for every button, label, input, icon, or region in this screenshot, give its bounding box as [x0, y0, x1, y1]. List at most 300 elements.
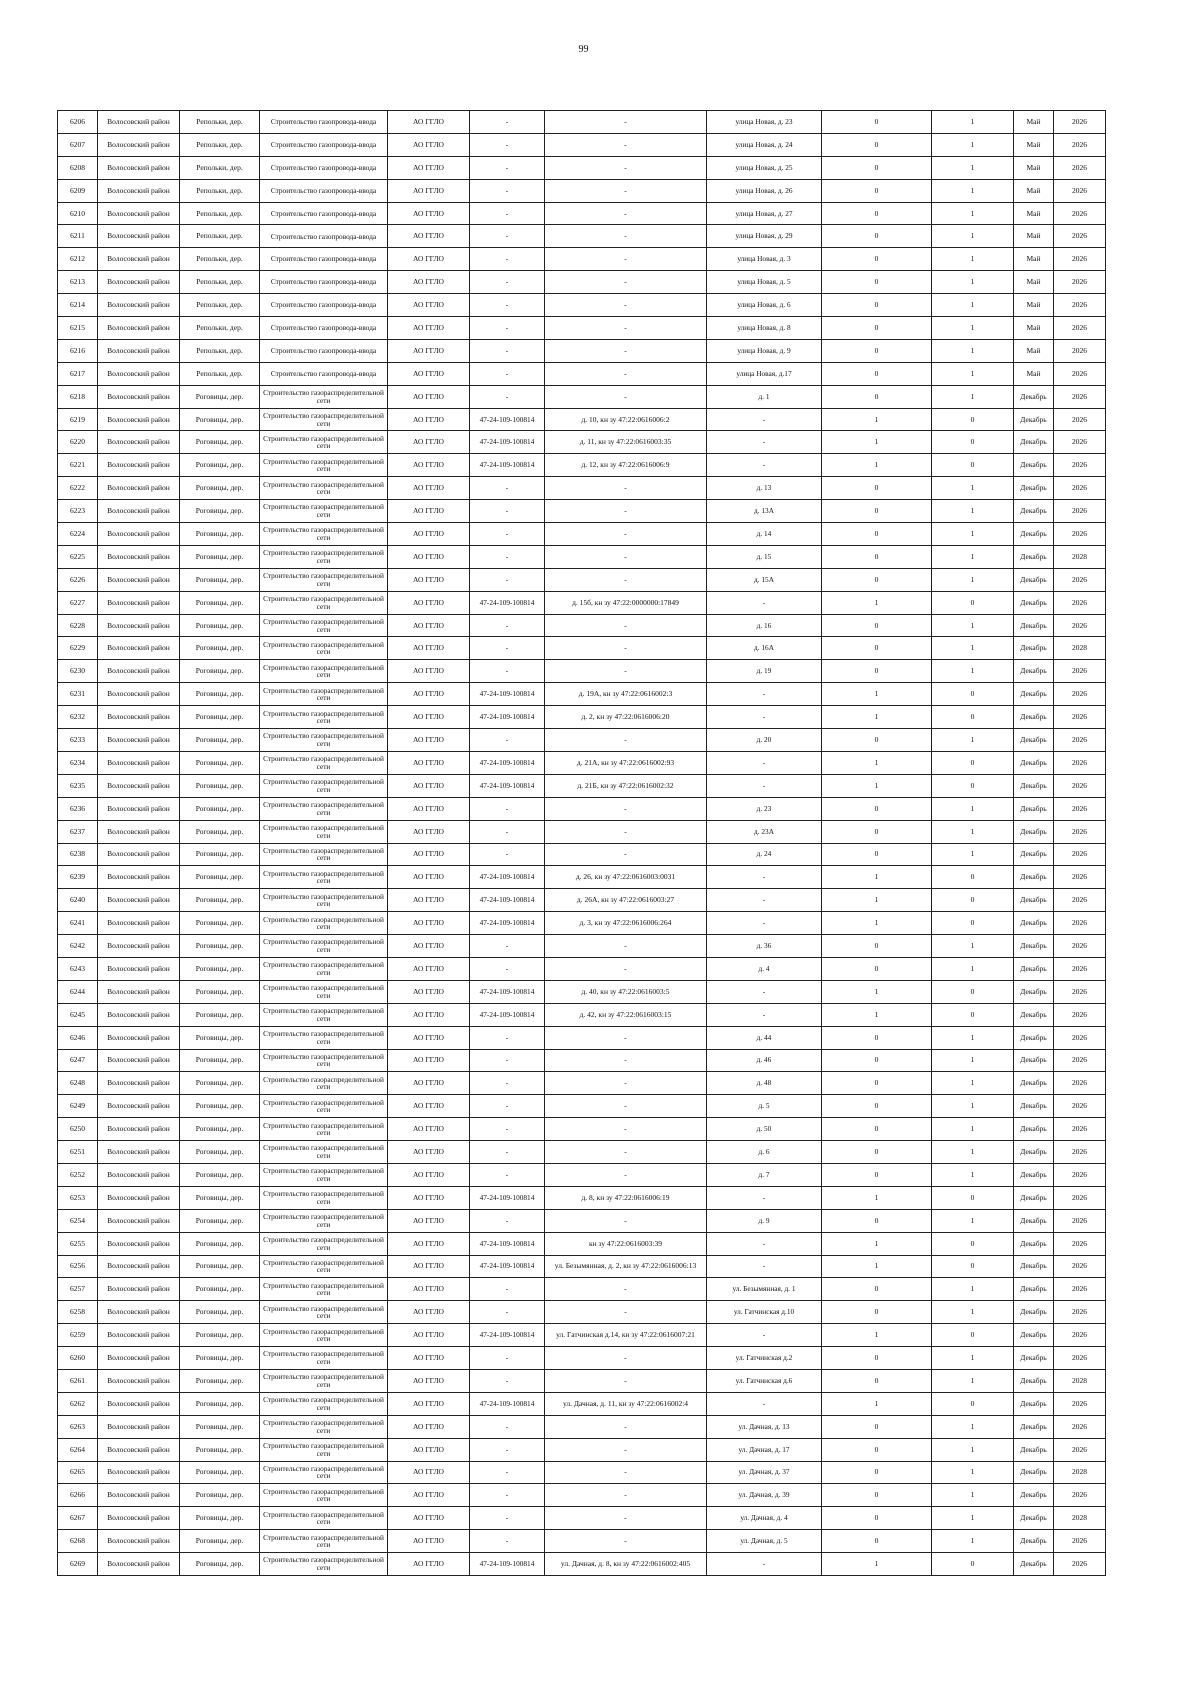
month-cell: Май — [1014, 271, 1054, 294]
operator-cell: АО ГГЛО — [388, 866, 470, 889]
year-cell: 2026 — [1054, 1118, 1106, 1141]
count-b-cell: 1 — [932, 797, 1014, 820]
operator-cell: АО ГГЛО — [388, 1118, 470, 1141]
month-cell: Декабрь — [1014, 1301, 1054, 1324]
row-number: 6229 — [58, 637, 98, 660]
year-cell: 2026 — [1054, 1415, 1106, 1438]
ak-number-cell: - — [470, 660, 545, 683]
address-cell: д. 4 — [707, 957, 822, 980]
count-a-cell: 0 — [822, 156, 932, 179]
month-cell: Декабрь — [1014, 477, 1054, 500]
work-type-cell: Строительство газораспределительной сети — [260, 935, 388, 958]
row-number: 6243 — [58, 957, 98, 980]
count-b-cell: 1 — [932, 385, 1014, 408]
district-cell: Волосовский район — [98, 820, 180, 843]
cadastral-address-cell: - — [545, 1438, 707, 1461]
work-type-cell: Строительство газораспределительной сети — [260, 1347, 388, 1370]
settlement-cell: Роговицы, дер. — [180, 1324, 260, 1347]
ak-number-cell: - — [470, 1461, 545, 1484]
settlement-cell: Роговицы, дер. — [180, 523, 260, 546]
operator-cell: АО ГГЛО — [388, 133, 470, 156]
month-cell: Декабрь — [1014, 545, 1054, 568]
month-cell: Декабрь — [1014, 523, 1054, 546]
count-a-cell: 0 — [822, 1415, 932, 1438]
cadastral-address-cell: - — [545, 1072, 707, 1095]
month-cell: Декабрь — [1014, 1003, 1054, 1026]
row-number: 6253 — [58, 1186, 98, 1209]
table-row — [58, 751, 1106, 774]
ak-number-cell: - — [470, 1209, 545, 1232]
address-cell: ул. Дачная, д. 17 — [707, 1438, 822, 1461]
count-a-cell: 0 — [822, 843, 932, 866]
address-cell: улица Новая, д. 24 — [707, 133, 822, 156]
district-cell: Волосовский район — [98, 362, 180, 385]
ak-number-cell: - — [470, 202, 545, 225]
count-a-cell: 1 — [822, 1324, 932, 1347]
address-cell: - — [707, 591, 822, 614]
address-cell: ул. Дачная, д. 5 — [707, 1530, 822, 1553]
district-cell: Волосовский район — [98, 271, 180, 294]
year-cell: 2026 — [1054, 1186, 1106, 1209]
settlement-cell: Роговицы, дер. — [180, 1186, 260, 1209]
work-type-cell: Строительство газораспределительной сети — [260, 1049, 388, 1072]
year-cell: 2028 — [1054, 1369, 1106, 1392]
operator-cell: АО ГГЛО — [388, 980, 470, 1003]
district-cell: Волосовский район — [98, 1507, 180, 1530]
work-type-cell: Строительство газопровода-ввода — [260, 339, 388, 362]
month-cell: Декабрь — [1014, 843, 1054, 866]
count-a-cell: 1 — [822, 912, 932, 935]
work-type-cell: Строительство газораспределительной сети — [260, 889, 388, 912]
address-cell: улица Новая, д. 25 — [707, 156, 822, 179]
settlement-cell: Роговицы, дер. — [180, 660, 260, 683]
work-type-cell: Строительство газораспределительной сети — [260, 683, 388, 706]
row-number: 6210 — [58, 202, 98, 225]
row-number: 6215 — [58, 317, 98, 340]
count-b-cell: 0 — [932, 683, 1014, 706]
cadastral-address-cell: д. 40, кн зу 47:22:0616003:5 — [545, 980, 707, 1003]
district-cell: Волосовский район — [98, 1163, 180, 1186]
count-b-cell: 1 — [932, 568, 1014, 591]
work-type-cell: Строительство газораспределительной сети — [260, 980, 388, 1003]
district-cell: Волосовский район — [98, 1049, 180, 1072]
ak-number-cell: - — [470, 935, 545, 958]
settlement-cell: Роговицы, дер. — [180, 637, 260, 660]
cadastral-address-cell: - — [545, 1049, 707, 1072]
work-type-cell: Строительство газораспределительной сети — [260, 1301, 388, 1324]
row-number: 6222 — [58, 477, 98, 500]
work-type-cell: Строительство газораспределительной сети — [260, 1507, 388, 1530]
settlement-cell: Роговицы, дер. — [180, 477, 260, 500]
month-cell: Декабрь — [1014, 1278, 1054, 1301]
work-type-cell: Строительство газораспределительной сети — [260, 1186, 388, 1209]
operator-cell: АО ГГЛО — [388, 248, 470, 271]
count-b-cell: 1 — [932, 294, 1014, 317]
settlement-cell: Роговицы, дер. — [180, 751, 260, 774]
count-b-cell: 0 — [932, 1232, 1014, 1255]
year-cell: 2026 — [1054, 408, 1106, 431]
row-number: 6224 — [58, 523, 98, 546]
count-a-cell: 0 — [822, 1461, 932, 1484]
cadastral-address-cell: - — [545, 843, 707, 866]
address-cell: улица Новая, д. 5 — [707, 271, 822, 294]
ak-number-cell: - — [470, 1415, 545, 1438]
row-number: 6264 — [58, 1438, 98, 1461]
ak-number-cell: - — [470, 545, 545, 568]
month-cell: Май — [1014, 156, 1054, 179]
operator-cell: АО ГГЛО — [388, 294, 470, 317]
district-cell: Волосовский район — [98, 751, 180, 774]
count-b-cell: 1 — [932, 133, 1014, 156]
ak-number-cell: 47-24-109-100814 — [470, 1003, 545, 1026]
address-cell: д. 16А — [707, 637, 822, 660]
district-cell: Волосовский район — [98, 729, 180, 752]
district-cell: Волосовский район — [98, 637, 180, 660]
district-cell: Волосовский район — [98, 317, 180, 340]
settlement-cell: Репольки, дер. — [180, 317, 260, 340]
operator-cell: АО ГГЛО — [388, 1026, 470, 1049]
count-a-cell: 0 — [822, 1347, 932, 1370]
row-number: 6216 — [58, 339, 98, 362]
count-a-cell: 1 — [822, 1553, 932, 1576]
operator-cell: АО ГГЛО — [388, 843, 470, 866]
settlement-cell: Роговицы, дер. — [180, 545, 260, 568]
district-cell: Волосовский район — [98, 1255, 180, 1278]
ak-number-cell: 47-24-109-100814 — [470, 706, 545, 729]
year-cell: 2026 — [1054, 385, 1106, 408]
district-cell: Волосовский район — [98, 1141, 180, 1164]
ak-number-cell: 47-24-109-100814 — [470, 1255, 545, 1278]
ak-number-cell: - — [470, 729, 545, 752]
table-row — [58, 1484, 1106, 1507]
table-row — [58, 568, 1106, 591]
ak-number-cell: - — [470, 1026, 545, 1049]
count-a-cell: 0 — [822, 660, 932, 683]
ak-number-cell: - — [470, 1530, 545, 1553]
count-b-cell: 1 — [932, 1278, 1014, 1301]
month-cell: Декабрь — [1014, 866, 1054, 889]
table-row — [58, 454, 1106, 477]
year-cell: 2026 — [1054, 339, 1106, 362]
ak-number-cell: - — [470, 1072, 545, 1095]
count-b-cell: 0 — [932, 751, 1014, 774]
settlement-cell: Роговицы, дер. — [180, 1118, 260, 1141]
count-a-cell: 0 — [822, 500, 932, 523]
address-cell: д. 7 — [707, 1163, 822, 1186]
settlement-cell: Роговицы, дер. — [180, 683, 260, 706]
year-cell: 2026 — [1054, 1209, 1106, 1232]
cadastral-address-cell: ул. Безымянная, д. 2, кн зу 47:22:0616006:13 — [545, 1255, 707, 1278]
row-number: 6255 — [58, 1232, 98, 1255]
row-number: 6217 — [58, 362, 98, 385]
work-type-cell: Строительство газопровода-ввода — [260, 248, 388, 271]
table-row — [58, 980, 1106, 1003]
count-a-cell: 0 — [822, 1095, 932, 1118]
count-a-cell: 0 — [822, 1530, 932, 1553]
operator-cell: АО ГГЛО — [388, 1186, 470, 1209]
address-cell: - — [707, 1003, 822, 1026]
count-b-cell: 1 — [932, 202, 1014, 225]
table-row — [58, 774, 1106, 797]
address-cell: улица Новая, д.17 — [707, 362, 822, 385]
table-row — [58, 500, 1106, 523]
address-cell: ул. Безымянная, д. 1 — [707, 1278, 822, 1301]
row-number: 6232 — [58, 706, 98, 729]
year-cell: 2026 — [1054, 912, 1106, 935]
work-type-cell: Строительство газораспределительной сети — [260, 1438, 388, 1461]
count-b-cell: 1 — [932, 1141, 1014, 1164]
work-type-cell: Строительство газораспределительной сети — [260, 1141, 388, 1164]
district-cell: Волосовский район — [98, 1072, 180, 1095]
count-a-cell: 0 — [822, 248, 932, 271]
month-cell: Декабрь — [1014, 1141, 1054, 1164]
ak-number-cell: 47-24-109-100814 — [470, 774, 545, 797]
year-cell: 2028 — [1054, 1461, 1106, 1484]
year-cell: 2026 — [1054, 1278, 1106, 1301]
address-cell: - — [707, 751, 822, 774]
row-number: 6262 — [58, 1392, 98, 1415]
operator-cell: АО ГГЛО — [388, 820, 470, 843]
work-type-cell: Строительство газораспределительной сети — [260, 1118, 388, 1141]
cadastral-address-cell: д. 21А, кн зу 47:22:0616002:93 — [545, 751, 707, 774]
row-number: 6254 — [58, 1209, 98, 1232]
table-row — [58, 1392, 1106, 1415]
table-row — [58, 683, 1106, 706]
cadastral-address-cell: - — [545, 133, 707, 156]
table-row — [58, 957, 1106, 980]
count-a-cell: 0 — [822, 1118, 932, 1141]
settlement-cell: Роговицы, дер. — [180, 1347, 260, 1370]
settlement-cell: Репольки, дер. — [180, 362, 260, 385]
address-cell: - — [707, 912, 822, 935]
year-cell: 2026 — [1054, 843, 1106, 866]
work-type-cell: Строительство газораспределительной сети — [260, 545, 388, 568]
cadastral-address-cell: - — [545, 362, 707, 385]
settlement-cell: Роговицы, дер. — [180, 1209, 260, 1232]
address-cell: - — [707, 408, 822, 431]
district-cell: Волосовский район — [98, 706, 180, 729]
count-b-cell: 1 — [932, 225, 1014, 248]
work-type-cell: Строительство газораспределительной сети — [260, 637, 388, 660]
district-cell: Волосовский район — [98, 957, 180, 980]
count-a-cell: 0 — [822, 1072, 932, 1095]
month-cell: Май — [1014, 133, 1054, 156]
row-number: 6238 — [58, 843, 98, 866]
cadastral-address-cell: - — [545, 500, 707, 523]
cadastral-address-cell: - — [545, 1369, 707, 1392]
month-cell: Декабрь — [1014, 1255, 1054, 1278]
table-row — [58, 248, 1106, 271]
district-cell: Волосовский район — [98, 774, 180, 797]
cadastral-address-cell: - — [545, 637, 707, 660]
year-cell: 2026 — [1054, 1141, 1106, 1164]
count-b-cell: 0 — [932, 774, 1014, 797]
month-cell: Май — [1014, 179, 1054, 202]
district-cell: Волосовский район — [98, 133, 180, 156]
year-cell: 2026 — [1054, 1438, 1106, 1461]
address-cell: - — [707, 1324, 822, 1347]
month-cell: Декабрь — [1014, 1163, 1054, 1186]
month-cell: Декабрь — [1014, 1507, 1054, 1530]
operator-cell: АО ГГЛО — [388, 454, 470, 477]
month-cell: Декабрь — [1014, 1461, 1054, 1484]
address-cell: - — [707, 774, 822, 797]
row-number: 6235 — [58, 774, 98, 797]
work-type-cell: Строительство газопровода-ввода — [260, 362, 388, 385]
month-cell: Декабрь — [1014, 935, 1054, 958]
ak-number-cell: - — [470, 1507, 545, 1530]
table-row — [58, 1461, 1106, 1484]
settlement-cell: Роговицы, дер. — [180, 431, 260, 454]
row-number: 6240 — [58, 889, 98, 912]
ak-number-cell: - — [470, 317, 545, 340]
cadastral-address-cell: - — [545, 1163, 707, 1186]
operator-cell: АО ГГЛО — [388, 202, 470, 225]
address-cell: улица Новая, д. 9 — [707, 339, 822, 362]
year-cell: 2026 — [1054, 729, 1106, 752]
year-cell: 2026 — [1054, 111, 1106, 134]
year-cell: 2028 — [1054, 1507, 1106, 1530]
district-cell: Волосовский район — [98, 408, 180, 431]
work-type-cell: Строительство газопровода-ввода — [260, 225, 388, 248]
ak-number-cell: - — [470, 1484, 545, 1507]
table-row — [58, 1507, 1106, 1530]
table-row — [58, 545, 1106, 568]
settlement-cell: Репольки, дер. — [180, 156, 260, 179]
district-cell: Волосовский район — [98, 1278, 180, 1301]
settlement-cell: Роговицы, дер. — [180, 912, 260, 935]
month-cell: Декабрь — [1014, 500, 1054, 523]
count-a-cell: 0 — [822, 225, 932, 248]
row-number: 6268 — [58, 1530, 98, 1553]
table-row — [58, 1118, 1106, 1141]
cadastral-address-cell: - — [545, 339, 707, 362]
settlement-cell: Репольки, дер. — [180, 133, 260, 156]
settlement-cell: Роговицы, дер. — [180, 591, 260, 614]
address-cell: ул. Гатчинская д.10 — [707, 1301, 822, 1324]
table-row — [58, 1347, 1106, 1370]
month-cell: Декабрь — [1014, 797, 1054, 820]
count-b-cell: 1 — [932, 339, 1014, 362]
ak-number-cell: 47-24-109-100814 — [470, 751, 545, 774]
cadastral-address-cell: д. 26, кн зу 47:22:0616003:0031 — [545, 866, 707, 889]
ak-number-cell: - — [470, 133, 545, 156]
ak-number-cell: - — [470, 614, 545, 637]
work-type-cell: Строительство газораспределительной сети — [260, 1095, 388, 1118]
year-cell: 2026 — [1054, 820, 1106, 843]
settlement-cell: Роговицы, дер. — [180, 1232, 260, 1255]
operator-cell: АО ГГЛО — [388, 1003, 470, 1026]
settlement-cell: Роговицы, дер. — [180, 1553, 260, 1576]
row-number: 6226 — [58, 568, 98, 591]
ak-number-cell: - — [470, 1278, 545, 1301]
table-row — [58, 202, 1106, 225]
row-number: 6265 — [58, 1461, 98, 1484]
table-row — [58, 477, 1106, 500]
row-number: 6249 — [58, 1095, 98, 1118]
count-b-cell: 1 — [932, 1438, 1014, 1461]
operator-cell: АО ГГЛО — [388, 1369, 470, 1392]
district-cell: Волосовский район — [98, 1553, 180, 1576]
district-cell: Волосовский район — [98, 523, 180, 546]
work-type-cell: Строительство газораспределительной сети — [260, 477, 388, 500]
cadastral-address-cell: кн зу 47:22:0616003:39 — [545, 1232, 707, 1255]
operator-cell: АО ГГЛО — [388, 637, 470, 660]
cadastral-address-cell: ул. Гатчинская д.14, кн зу 47:22:0616007:21 — [545, 1324, 707, 1347]
count-a-cell: 0 — [822, 797, 932, 820]
cadastral-address-cell: - — [545, 729, 707, 752]
cadastral-address-cell: - — [545, 523, 707, 546]
count-b-cell: 1 — [932, 1415, 1014, 1438]
settlement-cell: Роговицы, дер. — [180, 500, 260, 523]
month-cell: Декабрь — [1014, 1347, 1054, 1370]
year-cell: 2026 — [1054, 133, 1106, 156]
count-a-cell: 1 — [822, 1003, 932, 1026]
month-cell: Декабрь — [1014, 1415, 1054, 1438]
month-cell: Май — [1014, 225, 1054, 248]
district-cell: Волосовский район — [98, 477, 180, 500]
table-row — [58, 706, 1106, 729]
ak-number-cell: 47-24-109-100814 — [470, 1324, 545, 1347]
cadastral-address-cell: - — [545, 111, 707, 134]
year-cell: 2026 — [1054, 797, 1106, 820]
district-cell: Волосовский район — [98, 431, 180, 454]
year-cell: 2028 — [1054, 637, 1106, 660]
settlement-cell: Роговицы, дер. — [180, 889, 260, 912]
settlement-cell: Роговицы, дер. — [180, 1278, 260, 1301]
operator-cell: АО ГГЛО — [388, 591, 470, 614]
row-number: 6219 — [58, 408, 98, 431]
row-number: 6223 — [58, 500, 98, 523]
year-cell: 2026 — [1054, 431, 1106, 454]
address-cell: улица Новая, д. 27 — [707, 202, 822, 225]
count-a-cell: 0 — [822, 1369, 932, 1392]
month-cell: Декабрь — [1014, 1209, 1054, 1232]
month-cell: Май — [1014, 202, 1054, 225]
address-cell: д. 9 — [707, 1209, 822, 1232]
year-cell: 2026 — [1054, 866, 1106, 889]
ak-number-cell: 47-24-109-100814 — [470, 408, 545, 431]
cadastral-address-cell: - — [545, 1026, 707, 1049]
address-cell: ул. Дачная, д. 37 — [707, 1461, 822, 1484]
table-row — [58, 1072, 1106, 1095]
work-type-cell: Строительство газопровода-ввода — [260, 133, 388, 156]
address-cell: - — [707, 1186, 822, 1209]
table-row — [58, 1278, 1106, 1301]
count-a-cell: 1 — [822, 980, 932, 1003]
ak-number-cell: 47-24-109-100814 — [470, 683, 545, 706]
settlement-cell: Роговицы, дер. — [180, 1049, 260, 1072]
row-number: 6252 — [58, 1163, 98, 1186]
month-cell: Декабрь — [1014, 385, 1054, 408]
year-cell: 2026 — [1054, 225, 1106, 248]
row-number: 6218 — [58, 385, 98, 408]
ak-number-cell: - — [470, 385, 545, 408]
operator-cell: АО ГГЛО — [388, 1507, 470, 1530]
ak-number-cell: 47-24-109-100814 — [470, 591, 545, 614]
work-type-cell: Строительство газораспределительной сети — [260, 1415, 388, 1438]
year-cell: 2026 — [1054, 1301, 1106, 1324]
address-cell: д. 50 — [707, 1118, 822, 1141]
count-a-cell: 0 — [822, 1438, 932, 1461]
count-a-cell: 0 — [822, 477, 932, 500]
district-cell: Волосовский район — [98, 614, 180, 637]
work-type-cell: Строительство газопровода-ввода — [260, 294, 388, 317]
district-cell: Волосовский район — [98, 385, 180, 408]
month-cell: Май — [1014, 317, 1054, 340]
row-number: 6220 — [58, 431, 98, 454]
month-cell: Декабрь — [1014, 957, 1054, 980]
